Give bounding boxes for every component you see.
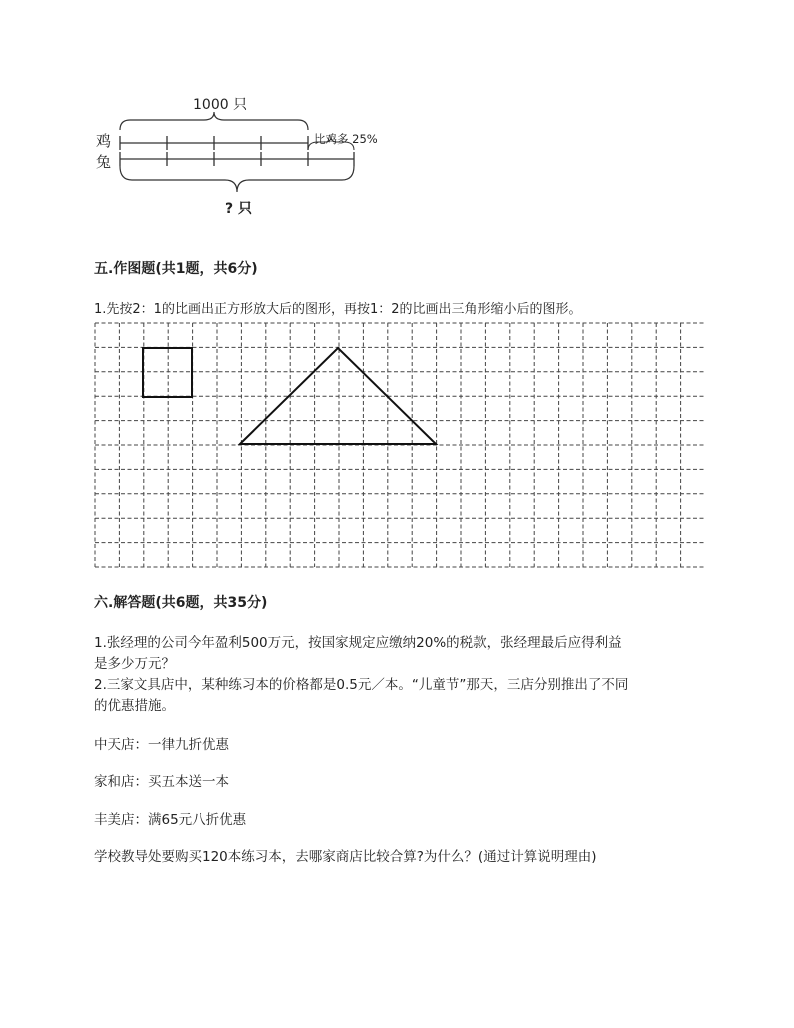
square-shape	[143, 348, 192, 397]
bottom-brace	[120, 166, 354, 192]
section-5-title: 五.作图题(共1题，共6分)	[94, 261, 258, 277]
store-zhongtian: 中天店：一律九折优惠	[94, 737, 229, 753]
section-6-q2-question: 学校教导处要购买120本练习本，去哪家商店比较合算?为什么？(通过计算说明理由)	[94, 849, 597, 865]
question-label: ? 只	[225, 201, 252, 217]
drawing-grid	[94, 322, 704, 568]
top-brace	[120, 112, 308, 130]
bar-diagram	[0, 0, 794, 230]
rabbit-label: 兔	[96, 153, 112, 171]
section-6-q2-line1: 2.三家文具店中，某种练习本的价格都是0.5元／本。“儿童节”那天，三店分别推出了不同	[94, 677, 629, 693]
section-6-q1-line2: 是多少万元？	[94, 656, 175, 672]
section-6-title: 六.解答题(共6题，共35分)	[94, 595, 268, 611]
more-label: 比鸡多 25%	[314, 132, 378, 146]
store-jiahe: 家和店：买五本送一本	[94, 774, 229, 790]
chicken-label: 鸡	[96, 132, 112, 150]
total-label: 1000 只	[193, 97, 248, 113]
store-fengmei: 丰美店：满65元八折优惠	[94, 812, 247, 828]
section-6-q1-line1: 1.张经理的公司今年盈利500万元，按国家规定应缴纳20%的税款，张经理最后应得利益	[94, 635, 622, 651]
section-6-q2-line2: 的优惠措施。	[94, 698, 175, 714]
section-5-question-1: 1.先按2：1的比画出正方形放大后的图形，再按1：2的比画出三角形缩小后的图形。	[94, 302, 582, 317]
